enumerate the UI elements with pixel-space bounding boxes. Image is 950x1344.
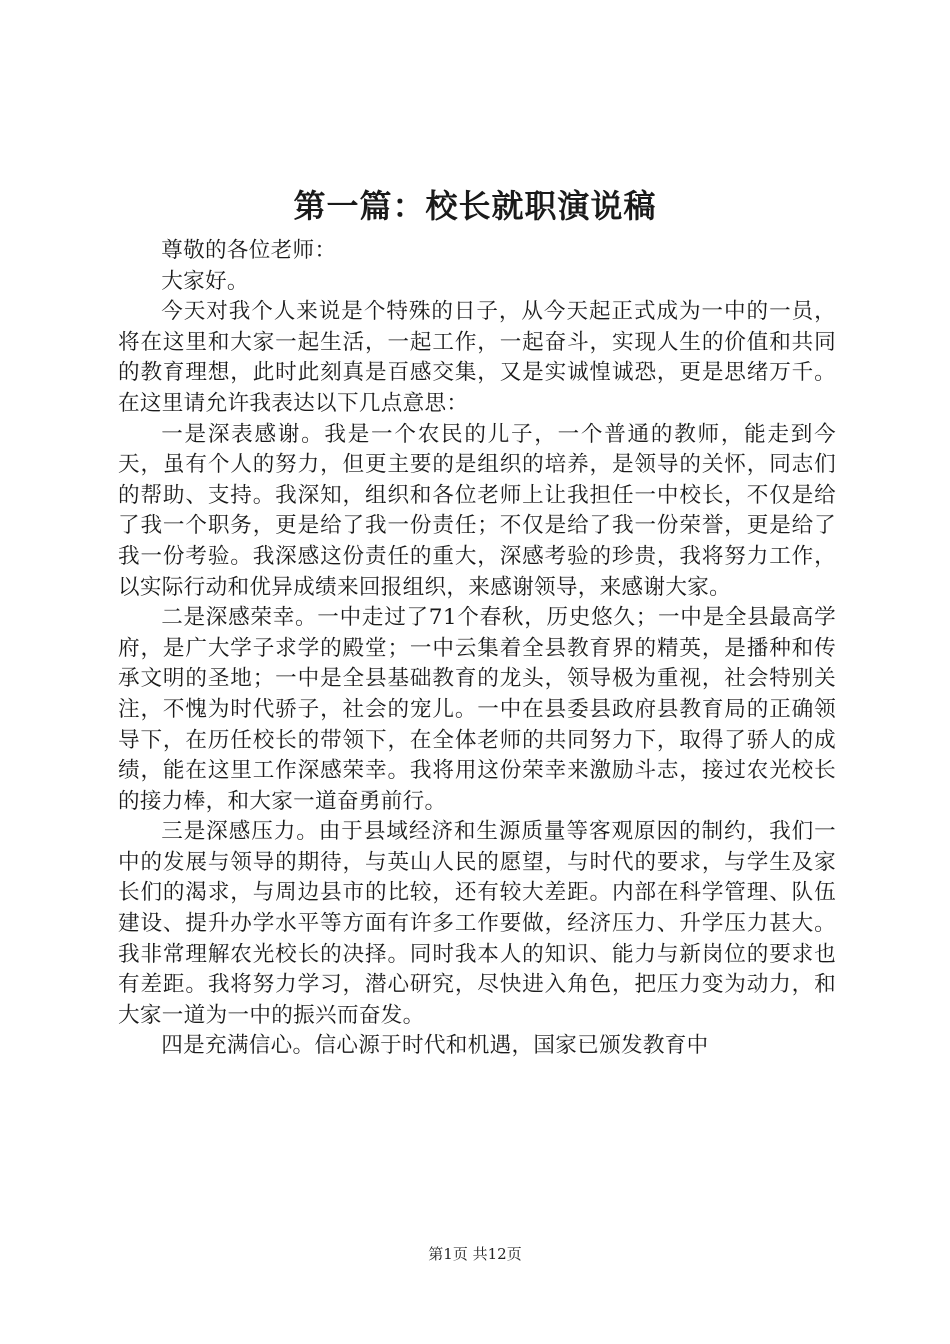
paragraph-honor: 二是深感荣幸。一中走过了71个春秋，历史悠久；一中是全县最高学府，是广大学子求学的殿堂；一中云集着全县教育界的精英，是播种和传承文明的圣地；一中是全县基础教育的龙头，领导极为重视，社会特别关注，不愧为时代骄子，社会的宠儿。一中在县委县政府县教育局的正确领导下，在历任校长的带领下，在全体老师的共同努力下，取得了骄人的成绩，能在这里工作深感荣幸。我将用这份荣幸来激励斗志，接过农光校长的接力棒，和大家一道奋勇前行。 [118, 605, 836, 814]
page-footer: 第1页 共12页 [428, 1245, 522, 1263]
paragraph-gratitude: 一是深表感谢。我是一个农民的儿子，一个普通的教师，能走到今天，虽有个人的努力，但更主要的是组织的培养，是领导的关怀，同志们的帮助、支持。我深知，组织和各位老师上让我担任一中校长，不仅是给了我一个职务，更是给了我一份责任；不仅是给了我一份荣誉，更是给了我一份考验。我深感这份责任的重大，深感考验的珍贵，我将努力工作，以实际行动和优异成绩来回报组织，来感谢领导，来感谢大家。 [118, 421, 836, 600]
document-body [118, 236, 836, 1062]
greeting: 大家好。 [161, 268, 249, 294]
paragraph-confidence: 四是充满信心。信心源于时代和机遇，国家已颁发教育中 [161, 1033, 709, 1059]
paragraph-intro: 今天对我个人来说是个特殊的日子，从今天起正式成为一中的一员，将在这里和大家一起生活，一起工作，一起奋斗，实现人生的价值和共同的教育理想，此时此刻真是百感交集，又是实诚惶诚恐，更是思绪万千。在这里请允许我表达以下几点意思： [118, 299, 836, 416]
salutation: 尊敬的各位老师： [161, 238, 337, 263]
document-title: 第一篇：校长就职演说稿 [293, 187, 657, 225]
paragraph-pressure: 三是深感压力。由于县域经济和生源质量等客观原因的制约，我们一中的发展与领导的期待，与英山人民的愿望，与时代的要求，与学生及家长们的渴求，与周边县市的比较，还有较大差距。内部在科学管理、队伍建设、提升办学水平等方面有许多工作要做，经济压力、升学压力甚大。我非常理解农光校长的决择。同时我本人的知识、能力与新岗位的要求也有差距。我将努力学习，潜心研究，尽快进入角色，把压力变为动力，和大家一道为一中的振兴而奋发。 [118, 819, 836, 1028]
